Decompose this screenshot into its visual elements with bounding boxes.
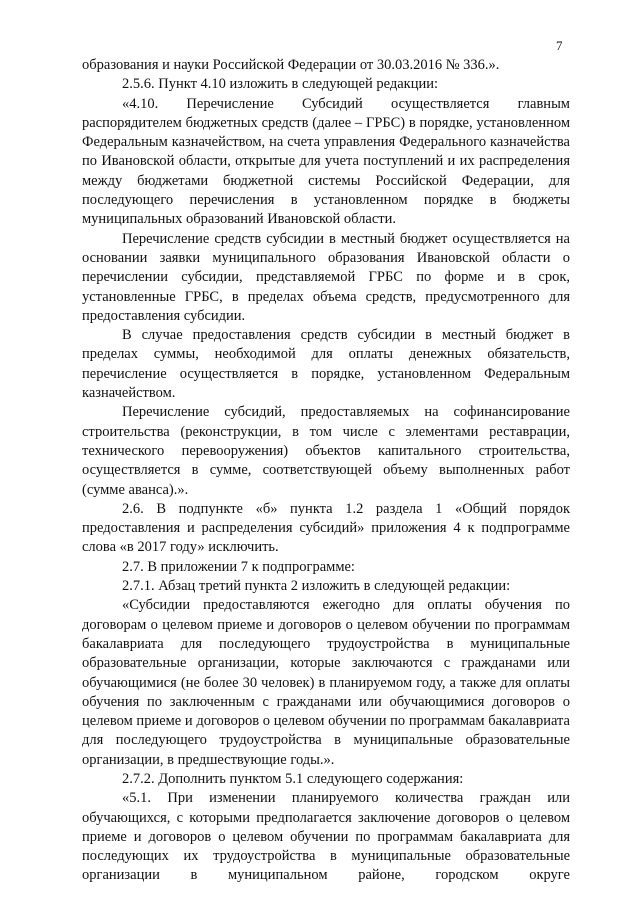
paragraph-continuation: образования и науки Российской Федерации от 30.03.2016 № 336.». xyxy=(82,57,500,73)
paragraph-2-7-2: 2.7.2. Дополнить пунктом 5.1 следующего содержания: xyxy=(122,770,464,787)
paragraph-subsidies-quote: «Субсидии предоставляются ежегодно для оплаты обучения по договорам о целевом приеме и договоров о целевом обучении по программам бакалавриата для последующего трудоустройства в муниципальные образовательные организации, которые заключаются с гражданами или обучающимися (не более 30 человек) в планируемом году, а также для оплаты обучения по заключенным с гражданами или обучающимися договоров о целевом приеме и договоров о целевом обучении по программам бакалавриата для последующего трудоустройства в муниципальные образовательные организации, в предшествующие годы.». xyxy=(82,597,570,768)
paragraph-2-5-6: 2.5.6. Пункт 4.10 изложить в следующей редакции: xyxy=(122,76,439,93)
paragraph-transfer-request: Перечисление средств субсидии в местный бюджет осуществляется на основании заявки муниципального образования Ивановской области о перечислении субсидии, представляемой ГРБС по форме и в срок, установленные ГРБС, в пределах объема средств, предусмотренного для предоставления субсидии. xyxy=(82,230,570,324)
paragraph-4-10: «4.10. Перечисление Субсидий осуществляется главным распорядителем бюджетных средств (далее – ГРБС) в порядке, установленном Федеральным казначейством, на счета управления Федерального казначейства по Ивановской области, открытые для учета поступлений и их распределения между бюджетами бюджетной системы Российской Федерации, для последующего перечисления в установленном порядке в бюджеты муниципальных образований Ивановской области. xyxy=(82,95,570,228)
paragraph-2-7-1: 2.7.1. Абзац третий пункта 2 изложить в следующей редакции: xyxy=(122,578,511,595)
paragraph-5-1: «5.1. При изменении планируемого количества граждан или обучающихся, с которыми предполагается заключение договоров о целевом приеме и договоров о целевом обучении по программам бакалавриата для последующих их трудоустройства в муниципальные образовательные организации в муниципальном районе, городском округе xyxy=(82,790,570,884)
page-number: 7 xyxy=(556,38,563,53)
paragraph-transfer-limit: В случае предоставления средств субсидии в местный бюджет в пределах суммы, необходимой для оплаты денежных обязательств, перечисление осуществляется в порядке, установленном Федеральным казначейством. xyxy=(82,327,570,402)
paragraph-cofinancing: Перечисление субсидий, предоставляемых на софинансирование строительства (реконструкции, в том числе с элементами реставрации, технического перевооружения) объектов капитального строительства, осуществляется в сумме, соответствующей объему выполненных работ (сумме аванса).». xyxy=(82,404,570,498)
paragraph-2-6: 2.6. В подпункте «б» пункта 1.2 раздела 1 «Общий порядок предоставления и распределения субсидий» приложения 4 к подпрограмме слова «в 2017 году» исключить. xyxy=(82,500,570,556)
paragraph-2-7: 2.7. В приложении 7 к подпрограмме: xyxy=(122,558,355,575)
document-body xyxy=(82,56,570,886)
